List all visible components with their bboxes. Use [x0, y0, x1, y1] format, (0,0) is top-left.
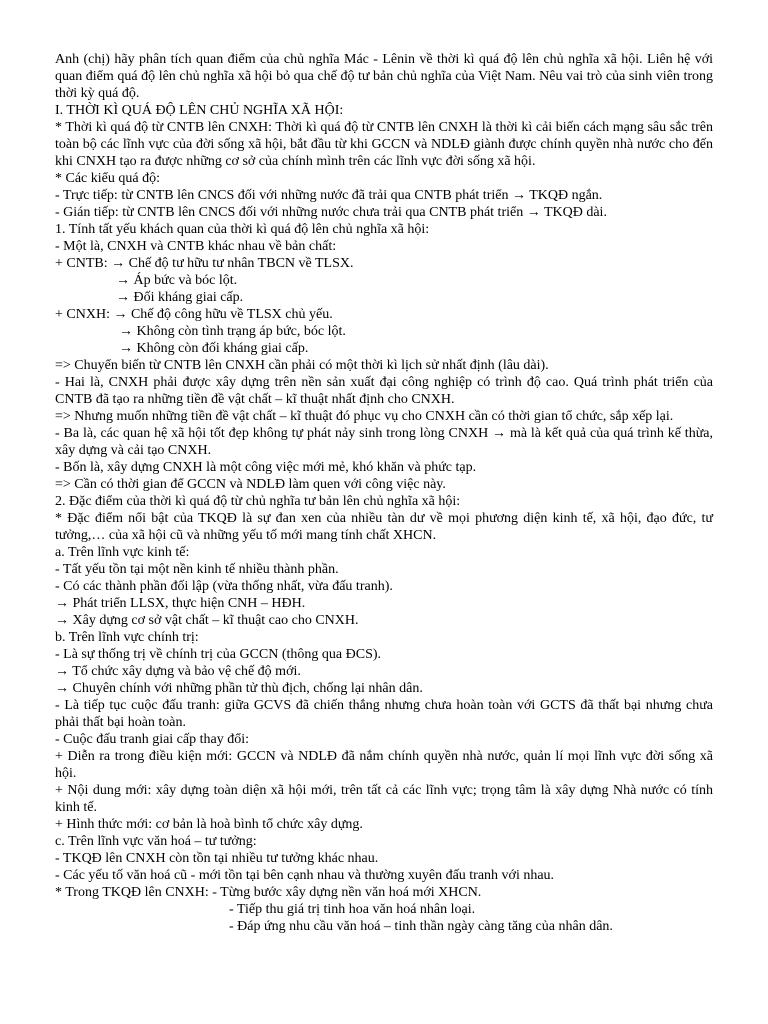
paragraph: => Nhưng muốn những tiền đề vật chất – kĩ thuật đó phục vụ cho CNXH cần có thời gian tổ chức, sắp xếp lại.: [55, 409, 674, 424]
paragraph: - Tất yếu tồn tại một nền kinh tế nhiều thành phần.: [55, 562, 339, 577]
subsection-heading: c. Trên lĩnh vực văn hoá – tư tưởng:: [55, 834, 257, 849]
paragraph: - Các yếu tố văn hoá cũ - mới tồn tại bên cạnh nhau và thường xuyên đấu tranh với nhau.: [55, 868, 555, 883]
paragraph: * Trong TKQĐ lên CNXH: - Từng bước xây dựng nền văn hoá mới XHCN.: [55, 885, 482, 900]
paragraph: - Đáp ứng nhu cầu văn hoá – tinh thần ngày càng tăng của nhân dân.: [229, 919, 613, 934]
paragraph: - Gián tiếp: từ CNTB lên CNCS đối với những nước chưa trải qua CNTB phát triển → TKQĐ dài.: [55, 205, 607, 220]
paragraph: - Một là, CNXH và CNTB khác nhau về bản chất:: [55, 239, 337, 254]
paragraph: => Chuyển biến từ CNTB lên CNXH cần phải có một thời kì lịch sử nhất định (lâu dài).: [55, 358, 549, 373]
subsection-heading: 2. Đặc điểm của thời kì quá độ từ chủ nghĩa tư bản lên chủ nghĩa xã hội:: [55, 494, 461, 509]
paragraph: → Không còn tình trạng áp bức, bóc lột.: [119, 324, 346, 339]
paragraph: * Đặc điểm nổi bật của TKQĐ là sự đan xen của nhiều tàn dư về mọi phương diện kinh tế, xã hội, đạo đức, tư tưởng,… của xã hội cũ và những yếu tố mới mang tính chất XHCN.: [55, 511, 713, 543]
paragraph: - Bốn là, xây dựng CNXH là một công việc mới mẻ, khó khăn và phức tạp.: [55, 460, 477, 475]
subsection-heading: a. Trên lĩnh vực kinh tế:: [55, 545, 190, 560]
paragraph: → Áp bức và bóc lột.: [116, 273, 238, 288]
paragraph: - Có các thành phần đối lập (vừa thống nhất, vừa đấu tranh).: [55, 579, 393, 594]
subsection-heading: 1. Tính tất yếu khách quan của thời kì quá độ lên chủ nghĩa xã hội:: [55, 222, 430, 237]
paragraph: - Ba là, các quan hệ xã hội tốt đẹp không tự phát nảy sinh trong lòng CNXH → mà là kết quả của quá trình kế thừa, xây dựng và cải tạo CNXH.: [55, 426, 713, 458]
paragraph: + Nội dung mới: xây dựng toàn diện xã hội mới, trên tất cả các lĩnh vực; trọng tâm là xây dựng Nhà nước có tính kinh tế.: [55, 783, 713, 815]
paragraph: + Hình thức mới: cơ bản là hoà bình tổ chức xây dựng.: [55, 817, 363, 832]
paragraph: → Tổ chức xây dựng và bảo vệ chế độ mới.: [55, 664, 301, 679]
paragraph: + CNTB: → Chế độ tư hữu tư nhân TBCN về TLSX.: [55, 256, 354, 271]
paragraph: → Không còn đối kháng giai cấp.: [119, 341, 309, 356]
paragraph: + Diễn ra trong điều kiện mới: GCCN và NDLĐ đã nắm chính quyền nhà nước, quản lí mọi lĩnh vực đời sống xã hội.: [55, 749, 713, 781]
paragraph: - Tiếp thu giá trị tinh hoa văn hoá nhân loại.: [229, 902, 476, 917]
subsection-heading: b. Trên lĩnh vực chính trị:: [55, 630, 199, 645]
paragraph: → Phát triển LLSX, thực hiện CNH – HĐH.: [55, 596, 306, 611]
paragraph: - Là tiếp tục cuộc đấu tranh: giữa GCVS đã chiến thắng nhưng chưa hoàn toàn với GCTS đã thất bại nhưng chưa phải thất bại hoàn toàn.: [55, 698, 713, 730]
paragraph: → Chuyên chính với những phần tử thù địch, chống lại nhân dân.: [55, 681, 423, 696]
paragraph: * Thời kì quá độ từ CNTB lên CNXH: Thời kì quá độ từ CNTB lên CNXH là thời kì cải biến cách mạng sâu sắc trên toàn bộ các lĩnh vực của đời sống xã hội, bắt đầu từ khi GCCN và NDLĐ giành được chính quyền nhà nước cho đến khi CNXH tạo ra được những cơ sở của chính mình trên các lĩnh vực đời sống xã hội.: [55, 120, 713, 169]
paragraph: - Cuộc đấu tranh giai cấp thay đổi:: [55, 732, 249, 747]
document-page: [55, 51, 713, 935]
paragraph: - TKQĐ lên CNXH còn tồn tại nhiều tư tưởng khác nhau.: [55, 851, 379, 866]
paragraph: + CNXH: → Chế độ công hữu về TLSX chủ yếu.: [55, 307, 333, 322]
paragraph: - Là sự thống trị về chính trị của GCCN (thông qua ĐCS).: [55, 647, 382, 662]
paragraph: → Xây dựng cơ sở vật chất – kĩ thuật cao cho CNXH.: [55, 613, 359, 628]
document-question: Anh (chị) hãy phân tích quan điểm của chủ nghĩa Mác - Lênin về thời kì quá độ lên chủ nghĩa xã hội. Liên hệ với quan điểm quá độ lên chủ nghĩa xã hội bỏ qua chế độ tư bản chủ nghĩa của Việt Nam. Nêu vai trò của sinh viên trong thời kỳ quá độ.: [55, 52, 713, 101]
paragraph: - Trực tiếp: từ CNTB lên CNCS đối với những nước đã trải qua CNTB phát triển → TKQĐ ngắn.: [55, 188, 603, 203]
paragraph: => Cần có thời gian để GCCN và NDLĐ làm quen với công việc này.: [55, 477, 446, 492]
paragraph: * Các kiểu quá độ:: [55, 171, 160, 186]
paragraph: - Hai là, CNXH phải được xây dựng trên nền sản xuất đại công nghiệp có trình độ cao. Quá trình phát triển của CNTB đã tạo ra những tiền đề vật chất – kĩ thuật nhất định cho CNXH.: [55, 375, 713, 407]
section-heading: I. THỜI KÌ QUÁ ĐỘ LÊN CHỦ NGHĨA XÃ HỘI:: [55, 103, 344, 118]
paragraph: → Đối kháng giai cấp.: [116, 290, 244, 305]
